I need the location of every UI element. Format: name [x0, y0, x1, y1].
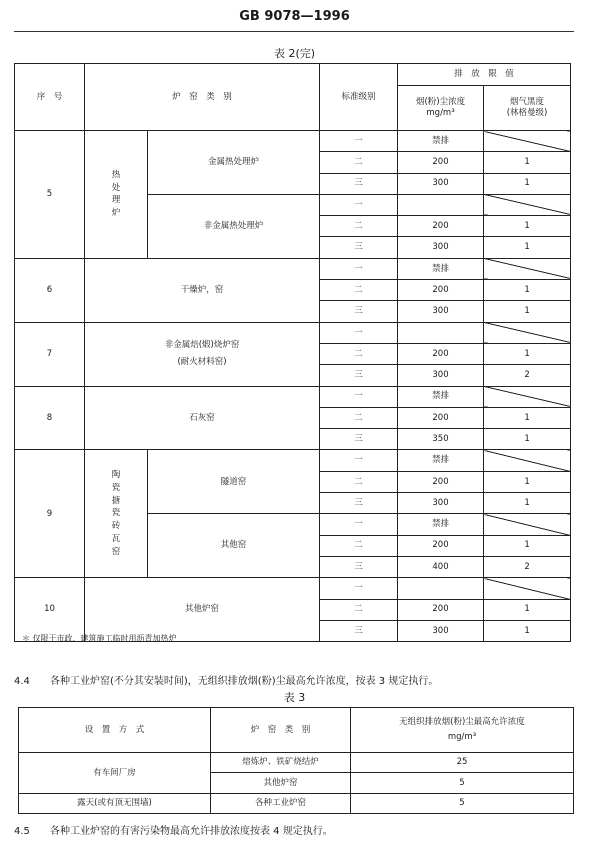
dust-cell: [398, 578, 484, 599]
level-cell: 二: [320, 407, 398, 428]
level-cell: 三: [320, 556, 398, 577]
level-cell: 三: [320, 620, 398, 641]
col-header-black: 烟气黑度 (林格曼级): [484, 86, 571, 131]
level-cell: 三: [320, 493, 398, 514]
table2-footnote: ＊ 仅限于市政、建筑施工临时用沥青加热炉: [22, 634, 177, 643]
level-cell: 一: [320, 514, 398, 535]
black-cell: 1: [484, 535, 571, 556]
black-cell: 1: [484, 343, 571, 364]
dust-cell: 300: [398, 173, 484, 194]
dust-cell: 禁排: [398, 450, 484, 471]
value-cell: 5: [351, 773, 574, 794]
level-cell: 三: [320, 301, 398, 322]
dust-cell: 禁排: [398, 386, 484, 407]
category-cell: 各种工业炉窑: [211, 794, 351, 814]
dust-cell: 200: [398, 343, 484, 364]
seq-cell: 8: [15, 386, 85, 450]
dust-cell: 300: [398, 620, 484, 641]
black-cell: [484, 514, 571, 535]
level-cell: 三: [320, 429, 398, 450]
level-cell: 三: [320, 365, 398, 386]
level-cell: 一: [320, 386, 398, 407]
category-cell: [85, 386, 320, 450]
category-name-note: (耐火材料窑): [177, 357, 227, 368]
black-cell: [484, 322, 571, 343]
category-cell: 熔炼炉、铁矿烧结炉: [211, 753, 351, 773]
black-cell: [484, 258, 571, 279]
level-cell: 二: [320, 343, 398, 364]
category-name: 非金属焙(煅)烧炉窑: [164, 340, 240, 351]
header-rule: [14, 31, 574, 32]
level-cell: 二: [320, 216, 398, 237]
para-text: 各种工业炉窑(不分其安装时间)，无组织排放烟(粉)尘最高允许浓度，按表 3 规定执行。: [50, 676, 439, 687]
col-header-category: 炉 窑 类 别: [85, 64, 320, 131]
black-cell: [484, 450, 571, 471]
dust-cell: 200: [398, 471, 484, 492]
black-cell: 1: [484, 301, 571, 322]
category-cell: [85, 322, 320, 386]
dust-cell: [398, 194, 484, 215]
seq-cell: 5: [15, 131, 85, 259]
subcategory-cell: 金属热处理炉: [148, 131, 320, 195]
col-header-concentration: 无组织排放烟(粉)尘最高允许浓度 mg/m³: [351, 708, 574, 753]
dust-cell: 300: [398, 365, 484, 386]
category-cell: [85, 258, 320, 322]
dust-cell: 300: [398, 493, 484, 514]
level-cell: 一: [320, 578, 398, 599]
table3-title: 表 3: [283, 691, 306, 704]
setup-cell: 有车间厂房: [19, 753, 211, 794]
level-cell: 一: [320, 258, 398, 279]
dust-cell: 禁排: [398, 131, 484, 152]
black-cell: 1: [484, 280, 571, 301]
level-cell: 二: [320, 280, 398, 301]
level-cell: 一: [320, 194, 398, 215]
dust-cell: 200: [398, 152, 484, 173]
col-header-dust: 烟(粉)尘浓度 mg/m³: [398, 86, 484, 131]
seq-cell: 9: [15, 450, 85, 578]
black-cell: 2: [484, 556, 571, 577]
seq-cell: 10: [15, 578, 85, 642]
seq-cell: 7: [15, 322, 85, 386]
category-name: 其他炉窑: [185, 604, 220, 615]
level-cell: 二: [320, 599, 398, 620]
black-cell: 1: [484, 493, 571, 514]
black-cell: [484, 578, 571, 599]
black-cell: 1: [484, 216, 571, 237]
table2: [14, 63, 571, 642]
seq-cell: 6: [15, 258, 85, 322]
level-cell: 二: [320, 535, 398, 556]
category-name: 干燥炉，窑: [180, 284, 224, 295]
dust-cell: 350: [398, 429, 484, 450]
para-number: 4.5: [14, 826, 30, 837]
setup-cell: 露天(或有顶无围墙): [19, 794, 211, 814]
black-cell: 1: [484, 152, 571, 173]
category-cell: 其他炉窑: [211, 773, 351, 794]
dust-cell: 300: [398, 237, 484, 258]
category-cell: [85, 131, 148, 259]
table3: [18, 707, 574, 814]
subcategory-cell: 非金属热处理炉: [148, 194, 320, 258]
level-cell: 一: [320, 450, 398, 471]
black-cell: 1: [484, 407, 571, 428]
category-name: 石灰窑: [189, 412, 215, 423]
vertical-text: 热 处 理 炉: [111, 169, 121, 219]
dust-cell: 200: [398, 216, 484, 237]
para-text: 各种工业炉窑的有害污染物最高允许排放浓度按表 4 规定执行。: [50, 826, 333, 837]
black-cell: 1: [484, 599, 571, 620]
table2-title: 表 2(完): [273, 47, 316, 60]
black-cell: 1: [484, 173, 571, 194]
vertical-text: 陶 瓷 搪 瓷 砖 瓦 窑: [111, 470, 121, 557]
standard-header: GB 9078—1996: [239, 9, 350, 24]
black-cell: [484, 131, 571, 152]
black-cell: 1: [484, 237, 571, 258]
subcategory-cell: 隧道窑: [148, 450, 320, 514]
black-cell: [484, 386, 571, 407]
dust-cell: 200: [398, 535, 484, 556]
paragraph-4-4: [14, 672, 438, 687]
value-cell: 25: [351, 753, 574, 773]
value-cell: 5: [351, 794, 574, 814]
dust-cell: 200: [398, 599, 484, 620]
para-number: 4.4: [14, 676, 30, 687]
level-cell: 二: [320, 471, 398, 492]
black-cell: [484, 194, 571, 215]
dust-cell: [398, 322, 484, 343]
col-header-level: 标准级别: [320, 64, 398, 131]
level-cell: 三: [320, 173, 398, 194]
black-cell: 1: [484, 429, 571, 450]
category-cell: [85, 450, 148, 578]
col-header-limits: 排 放 限 值: [398, 64, 571, 86]
paragraph-4-5: [14, 822, 333, 837]
dust-cell: 200: [398, 280, 484, 301]
dust-cell: 200: [398, 407, 484, 428]
level-cell: 二: [320, 152, 398, 173]
subcategory-cell: 其他窑: [148, 514, 320, 578]
black-cell: 1: [484, 620, 571, 641]
col-header-category: 炉 窑 类 别: [211, 708, 351, 753]
level-cell: 三: [320, 237, 398, 258]
level-cell: 一: [320, 322, 398, 343]
col-header-setup: 设 置 方 式: [19, 708, 211, 753]
dust-cell: 400: [398, 556, 484, 577]
black-cell: 2: [484, 365, 571, 386]
dust-cell: 禁排: [398, 514, 484, 535]
dust-cell: 300: [398, 301, 484, 322]
level-cell: 一: [320, 131, 398, 152]
dust-cell: 禁排: [398, 258, 484, 279]
black-cell: 1: [484, 471, 571, 492]
col-header-seq: 序 号: [15, 64, 85, 131]
